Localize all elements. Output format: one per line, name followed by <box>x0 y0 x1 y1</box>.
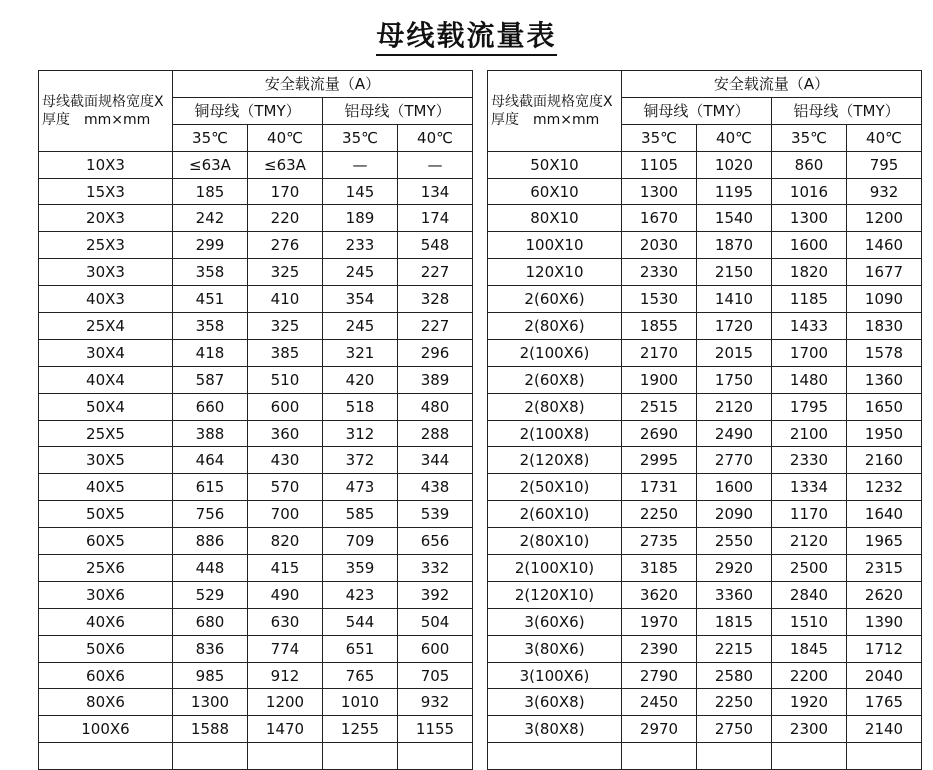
spec-cell: 2(100X8) <box>488 420 622 447</box>
table-row <box>39 232 473 259</box>
current-cell: 299 <box>173 232 248 259</box>
current-cell: 651 <box>323 635 398 662</box>
current-cell: 2920 <box>697 555 772 582</box>
current-cell: 932 <box>847 178 922 205</box>
table-row <box>488 555 922 582</box>
current-cell: 587 <box>173 366 248 393</box>
current-cell: 344 <box>398 447 473 474</box>
cut-off-cell <box>39 743 173 770</box>
current-cell: 2215 <box>697 635 772 662</box>
current-cell: 1020 <box>697 151 772 178</box>
cut-off-row <box>488 743 922 770</box>
current-cell: 1845 <box>772 635 847 662</box>
table-row <box>488 366 922 393</box>
spec-cell: 80X10 <box>488 205 622 232</box>
spec-cell: 40X6 <box>39 608 173 635</box>
current-cell: 1965 <box>847 528 922 555</box>
current-cell: 2315 <box>847 555 922 582</box>
current-cell: 189 <box>323 205 398 232</box>
current-cell: 3185 <box>622 555 697 582</box>
table-row <box>39 716 473 743</box>
current-cell: 1950 <box>847 420 922 447</box>
cut-off-cell <box>173 743 248 770</box>
current-cell: 480 <box>398 393 473 420</box>
table-row <box>488 447 922 474</box>
current-cell: 2750 <box>697 716 772 743</box>
current-cell: 1670 <box>622 205 697 232</box>
current-cell: 705 <box>398 662 473 689</box>
spec-cell: 40X4 <box>39 366 173 393</box>
table-row <box>488 232 922 259</box>
current-cell: 423 <box>323 581 398 608</box>
temp-header: 40℃ <box>398 124 473 151</box>
table-row <box>488 608 922 635</box>
current-cell: 1588 <box>173 716 248 743</box>
table-row <box>39 205 473 232</box>
current-table-left <box>38 70 473 770</box>
current-cell: 328 <box>398 286 473 313</box>
cut-off-cell <box>323 743 398 770</box>
current-cell: 2250 <box>697 689 772 716</box>
copper-header: 铜母线（TMY） <box>622 97 772 124</box>
table-row <box>39 501 473 528</box>
spec-cell: 3(80X8) <box>488 716 622 743</box>
spec-cell: 50X4 <box>39 393 173 420</box>
current-cell: 1195 <box>697 178 772 205</box>
current-cell: 2515 <box>622 393 697 420</box>
table-row <box>39 581 473 608</box>
current-cell: 473 <box>323 474 398 501</box>
current-cell: 1410 <box>697 286 772 313</box>
current-cell: 765 <box>323 662 398 689</box>
table-row <box>488 393 922 420</box>
current-cell: 2160 <box>847 447 922 474</box>
current-cell: 1105 <box>622 151 697 178</box>
spec-cell: 120X10 <box>488 259 622 286</box>
table-row <box>488 178 922 205</box>
current-cell: 680 <box>173 608 248 635</box>
cut-off-cell <box>622 743 697 770</box>
current-cell: 1700 <box>772 339 847 366</box>
current-cell: ≤63A <box>248 151 323 178</box>
current-cell: 2250 <box>622 501 697 528</box>
current-cell: 1255 <box>323 716 398 743</box>
current-cell: 227 <box>398 313 473 340</box>
spec-cell: 2(80X10) <box>488 528 622 555</box>
current-cell: 709 <box>323 528 398 555</box>
current-cell: 886 <box>173 528 248 555</box>
current-cell: 504 <box>398 608 473 635</box>
current-cell: 1920 <box>772 689 847 716</box>
current-cell: 1600 <box>772 232 847 259</box>
table-row <box>39 420 473 447</box>
current-cell: ≤63A <box>173 151 248 178</box>
current-cell: 2090 <box>697 501 772 528</box>
table-row <box>39 178 473 205</box>
current-cell: 1470 <box>248 716 323 743</box>
table-row <box>488 474 922 501</box>
spec-cell: 60X6 <box>39 662 173 689</box>
current-cell: 2550 <box>697 528 772 555</box>
cut-off-cell <box>697 743 772 770</box>
current-cell: 134 <box>398 178 473 205</box>
current-cell: 1640 <box>847 501 922 528</box>
spec-header: 母线截面规格宽度X厚度 mm×mm <box>488 71 622 152</box>
aluminum-header: 铝母线（TMY） <box>772 97 922 124</box>
temp-header: 40℃ <box>248 124 323 151</box>
spec-cell: 2(50X10) <box>488 474 622 501</box>
current-cell: 1870 <box>697 232 772 259</box>
current-cell: 700 <box>248 501 323 528</box>
current-cell: 438 <box>398 474 473 501</box>
current-cell: 276 <box>248 232 323 259</box>
spec-cell: 50X5 <box>39 501 173 528</box>
current-cell: 170 <box>248 178 323 205</box>
current-cell: 1300 <box>772 205 847 232</box>
current-cell: 600 <box>398 635 473 662</box>
current-cell: — <box>398 151 473 178</box>
current-cell: 359 <box>323 555 398 582</box>
current-cell: 2580 <box>697 662 772 689</box>
safe-current-header: 安全载流量（A） <box>622 71 922 98</box>
current-cell: 2120 <box>772 528 847 555</box>
spec-cell: 3(80X6) <box>488 635 622 662</box>
current-cell: 418 <box>173 339 248 366</box>
current-cell: 321 <box>323 339 398 366</box>
current-cell: 1170 <box>772 501 847 528</box>
spec-cell: 2(100X6) <box>488 339 622 366</box>
current-cell: 1720 <box>697 313 772 340</box>
spec-cell: 30X3 <box>39 259 173 286</box>
current-cell: 360 <box>248 420 323 447</box>
current-cell: 372 <box>323 447 398 474</box>
current-cell: 415 <box>248 555 323 582</box>
current-cell: 795 <box>847 151 922 178</box>
temp-header: 35℃ <box>772 124 847 151</box>
current-cell: 585 <box>323 501 398 528</box>
spec-cell: 2(120X10) <box>488 581 622 608</box>
current-cell: 354 <box>323 286 398 313</box>
spec-cell: 2(80X6) <box>488 313 622 340</box>
current-cell: 245 <box>323 259 398 286</box>
spec-cell: 30X4 <box>39 339 173 366</box>
safe-current-header: 安全载流量（A） <box>173 71 473 98</box>
current-cell: 600 <box>248 393 323 420</box>
spec-cell: 2(80X8) <box>488 393 622 420</box>
current-cell: 2015 <box>697 339 772 366</box>
spec-cell: 2(60X6) <box>488 286 622 313</box>
spec-cell: 2(60X8) <box>488 366 622 393</box>
table-row <box>488 716 922 743</box>
table-row <box>488 286 922 313</box>
current-cell: 1795 <box>772 393 847 420</box>
current-cell: 630 <box>248 608 323 635</box>
current-cell: 451 <box>173 286 248 313</box>
spec-header: 母线截面规格宽度X厚度 mm×mm <box>39 71 173 152</box>
current-cell: 2100 <box>772 420 847 447</box>
current-cell: 490 <box>248 581 323 608</box>
current-cell: 185 <box>173 178 248 205</box>
spec-cell: 50X10 <box>488 151 622 178</box>
current-cell: 332 <box>398 555 473 582</box>
current-cell: 464 <box>173 447 248 474</box>
current-cell: 774 <box>248 635 323 662</box>
current-cell: — <box>323 151 398 178</box>
table-row <box>488 313 922 340</box>
spec-cell: 20X3 <box>39 205 173 232</box>
current-cell: 1232 <box>847 474 922 501</box>
current-cell: 570 <box>248 474 323 501</box>
current-cell: 1185 <box>772 286 847 313</box>
current-cell: 1765 <box>847 689 922 716</box>
table-row <box>488 528 922 555</box>
spec-cell: 2(120X8) <box>488 447 622 474</box>
current-cell: 932 <box>398 689 473 716</box>
current-cell: 836 <box>173 635 248 662</box>
current-cell: 174 <box>398 205 473 232</box>
current-cell: 2970 <box>622 716 697 743</box>
spec-cell: 60X10 <box>488 178 622 205</box>
table-row <box>488 339 922 366</box>
spec-cell: 3(60X6) <box>488 608 622 635</box>
current-cell: 1600 <box>697 474 772 501</box>
spec-cell: 10X3 <box>39 151 173 178</box>
copper-header: 铜母线（TMY） <box>173 97 323 124</box>
current-cell: 1334 <box>772 474 847 501</box>
spec-cell: 40X3 <box>39 286 173 313</box>
current-cell: 325 <box>248 259 323 286</box>
table-row <box>39 259 473 286</box>
current-cell: 1855 <box>622 313 697 340</box>
current-cell: 1510 <box>772 608 847 635</box>
current-cell: 820 <box>248 528 323 555</box>
current-cell: 1155 <box>398 716 473 743</box>
current-cell: 448 <box>173 555 248 582</box>
current-cell: 145 <box>323 178 398 205</box>
table-row <box>488 689 922 716</box>
current-cell: 1300 <box>622 178 697 205</box>
current-cell: 1460 <box>847 232 922 259</box>
spec-cell: 25X5 <box>39 420 173 447</box>
current-cell: 539 <box>398 501 473 528</box>
current-cell: 1390 <box>847 608 922 635</box>
current-cell: 242 <box>173 205 248 232</box>
table-row <box>39 339 473 366</box>
current-cell: 1900 <box>622 366 697 393</box>
spec-cell: 50X6 <box>39 635 173 662</box>
table-row <box>39 366 473 393</box>
current-cell: 2500 <box>772 555 847 582</box>
current-cell: 544 <box>323 608 398 635</box>
spec-cell: 100X10 <box>488 232 622 259</box>
current-cell: 2120 <box>697 393 772 420</box>
aluminum-header: 铝母线（TMY） <box>323 97 473 124</box>
current-cell: 529 <box>173 581 248 608</box>
table-row <box>39 151 473 178</box>
table-row <box>39 447 473 474</box>
current-cell: 2490 <box>697 420 772 447</box>
current-cell: 2330 <box>622 259 697 286</box>
table-row <box>488 581 922 608</box>
current-cell: 2770 <box>697 447 772 474</box>
current-cell: 1480 <box>772 366 847 393</box>
table-row <box>488 635 922 662</box>
current-cell: 518 <box>323 393 398 420</box>
cut-off-row <box>39 743 473 770</box>
current-cell: 2200 <box>772 662 847 689</box>
current-cell: 1433 <box>772 313 847 340</box>
current-cell: 296 <box>398 339 473 366</box>
current-cell: 2170 <box>622 339 697 366</box>
current-table-right <box>487 70 922 770</box>
table-row <box>488 259 922 286</box>
current-cell: 388 <box>173 420 248 447</box>
current-cell: 912 <box>248 662 323 689</box>
current-cell: 430 <box>248 447 323 474</box>
current-cell: 1540 <box>697 205 772 232</box>
current-cell: 756 <box>173 501 248 528</box>
current-cell: 1677 <box>847 259 922 286</box>
table-row <box>39 662 473 689</box>
current-cell: 1200 <box>847 205 922 232</box>
current-cell: 385 <box>248 339 323 366</box>
cut-off-cell <box>772 743 847 770</box>
current-cell: 2040 <box>847 662 922 689</box>
table-row <box>39 393 473 420</box>
table-row <box>39 528 473 555</box>
temp-header: 40℃ <box>847 124 922 151</box>
current-cell: 1530 <box>622 286 697 313</box>
current-cell: 548 <box>398 232 473 259</box>
current-cell: 1650 <box>847 393 922 420</box>
temp-header: 35℃ <box>323 124 398 151</box>
current-cell: 3620 <box>622 581 697 608</box>
table-row <box>39 555 473 582</box>
current-cell: 2995 <box>622 447 697 474</box>
current-cell: 1300 <box>173 689 248 716</box>
current-cell: 1820 <box>772 259 847 286</box>
current-cell: 2140 <box>847 716 922 743</box>
current-cell: 656 <box>398 528 473 555</box>
table-row <box>488 151 922 178</box>
current-cell: 1750 <box>697 366 772 393</box>
table-row <box>39 635 473 662</box>
current-cell: 220 <box>248 205 323 232</box>
cut-off-cell <box>398 743 473 770</box>
current-cell: 1970 <box>622 608 697 635</box>
current-cell: 2390 <box>622 635 697 662</box>
current-cell: 860 <box>772 151 847 178</box>
current-cell: 358 <box>173 313 248 340</box>
table-row <box>488 501 922 528</box>
current-cell: 3360 <box>697 581 772 608</box>
current-cell: 510 <box>248 366 323 393</box>
table-row <box>39 608 473 635</box>
current-cell: 2735 <box>622 528 697 555</box>
current-cell: 325 <box>248 313 323 340</box>
current-cell: 985 <box>173 662 248 689</box>
current-cell: 389 <box>398 366 473 393</box>
spec-cell: 3(100X6) <box>488 662 622 689</box>
current-cell: 660 <box>173 393 248 420</box>
current-cell: 233 <box>323 232 398 259</box>
spec-cell: 2(100X10) <box>488 555 622 582</box>
current-cell: 1090 <box>847 286 922 313</box>
current-cell: 312 <box>323 420 398 447</box>
spec-cell: 30X6 <box>39 581 173 608</box>
table-row <box>39 286 473 313</box>
current-cell: 1731 <box>622 474 697 501</box>
table-row <box>488 205 922 232</box>
table-row <box>39 313 473 340</box>
spec-cell: 60X5 <box>39 528 173 555</box>
current-cell: 2620 <box>847 581 922 608</box>
spec-cell: 15X3 <box>39 178 173 205</box>
current-cell: 420 <box>323 366 398 393</box>
cut-off-cell <box>488 743 622 770</box>
current-cell: 1815 <box>697 608 772 635</box>
current-cell: 2300 <box>772 716 847 743</box>
current-cell: 1200 <box>248 689 323 716</box>
current-cell: 245 <box>323 313 398 340</box>
temp-header: 40℃ <box>697 124 772 151</box>
spec-cell: 3(60X8) <box>488 689 622 716</box>
page-title: 母线载流量表 <box>0 14 933 54</box>
spec-cell: 100X6 <box>39 716 173 743</box>
current-cell: 1712 <box>847 635 922 662</box>
current-cell: 1010 <box>323 689 398 716</box>
current-cell: 410 <box>248 286 323 313</box>
spec-cell: 40X5 <box>39 474 173 501</box>
current-cell: 2030 <box>622 232 697 259</box>
cut-off-cell <box>248 743 323 770</box>
temp-header: 35℃ <box>173 124 248 151</box>
table-row <box>39 474 473 501</box>
current-cell: 2330 <box>772 447 847 474</box>
current-cell: 615 <box>173 474 248 501</box>
current-cell: 1360 <box>847 366 922 393</box>
current-cell: 2790 <box>622 662 697 689</box>
current-cell: 1578 <box>847 339 922 366</box>
current-cell: 2840 <box>772 581 847 608</box>
current-cell: 2690 <box>622 420 697 447</box>
current-cell: 288 <box>398 420 473 447</box>
spec-cell: 25X4 <box>39 313 173 340</box>
table-row <box>488 662 922 689</box>
current-cell: 2450 <box>622 689 697 716</box>
spec-cell: 30X5 <box>39 447 173 474</box>
current-cell: 392 <box>398 581 473 608</box>
current-cell: 358 <box>173 259 248 286</box>
cut-off-cell <box>847 743 922 770</box>
temp-header: 35℃ <box>622 124 697 151</box>
spec-cell: 25X3 <box>39 232 173 259</box>
table-row <box>39 689 473 716</box>
spec-cell: 25X6 <box>39 555 173 582</box>
spec-cell: 80X6 <box>39 689 173 716</box>
current-cell: 227 <box>398 259 473 286</box>
current-cell: 1016 <box>772 178 847 205</box>
current-cell: 1830 <box>847 313 922 340</box>
current-cell: 2150 <box>697 259 772 286</box>
spec-cell: 2(60X10) <box>488 501 622 528</box>
table-row <box>488 420 922 447</box>
